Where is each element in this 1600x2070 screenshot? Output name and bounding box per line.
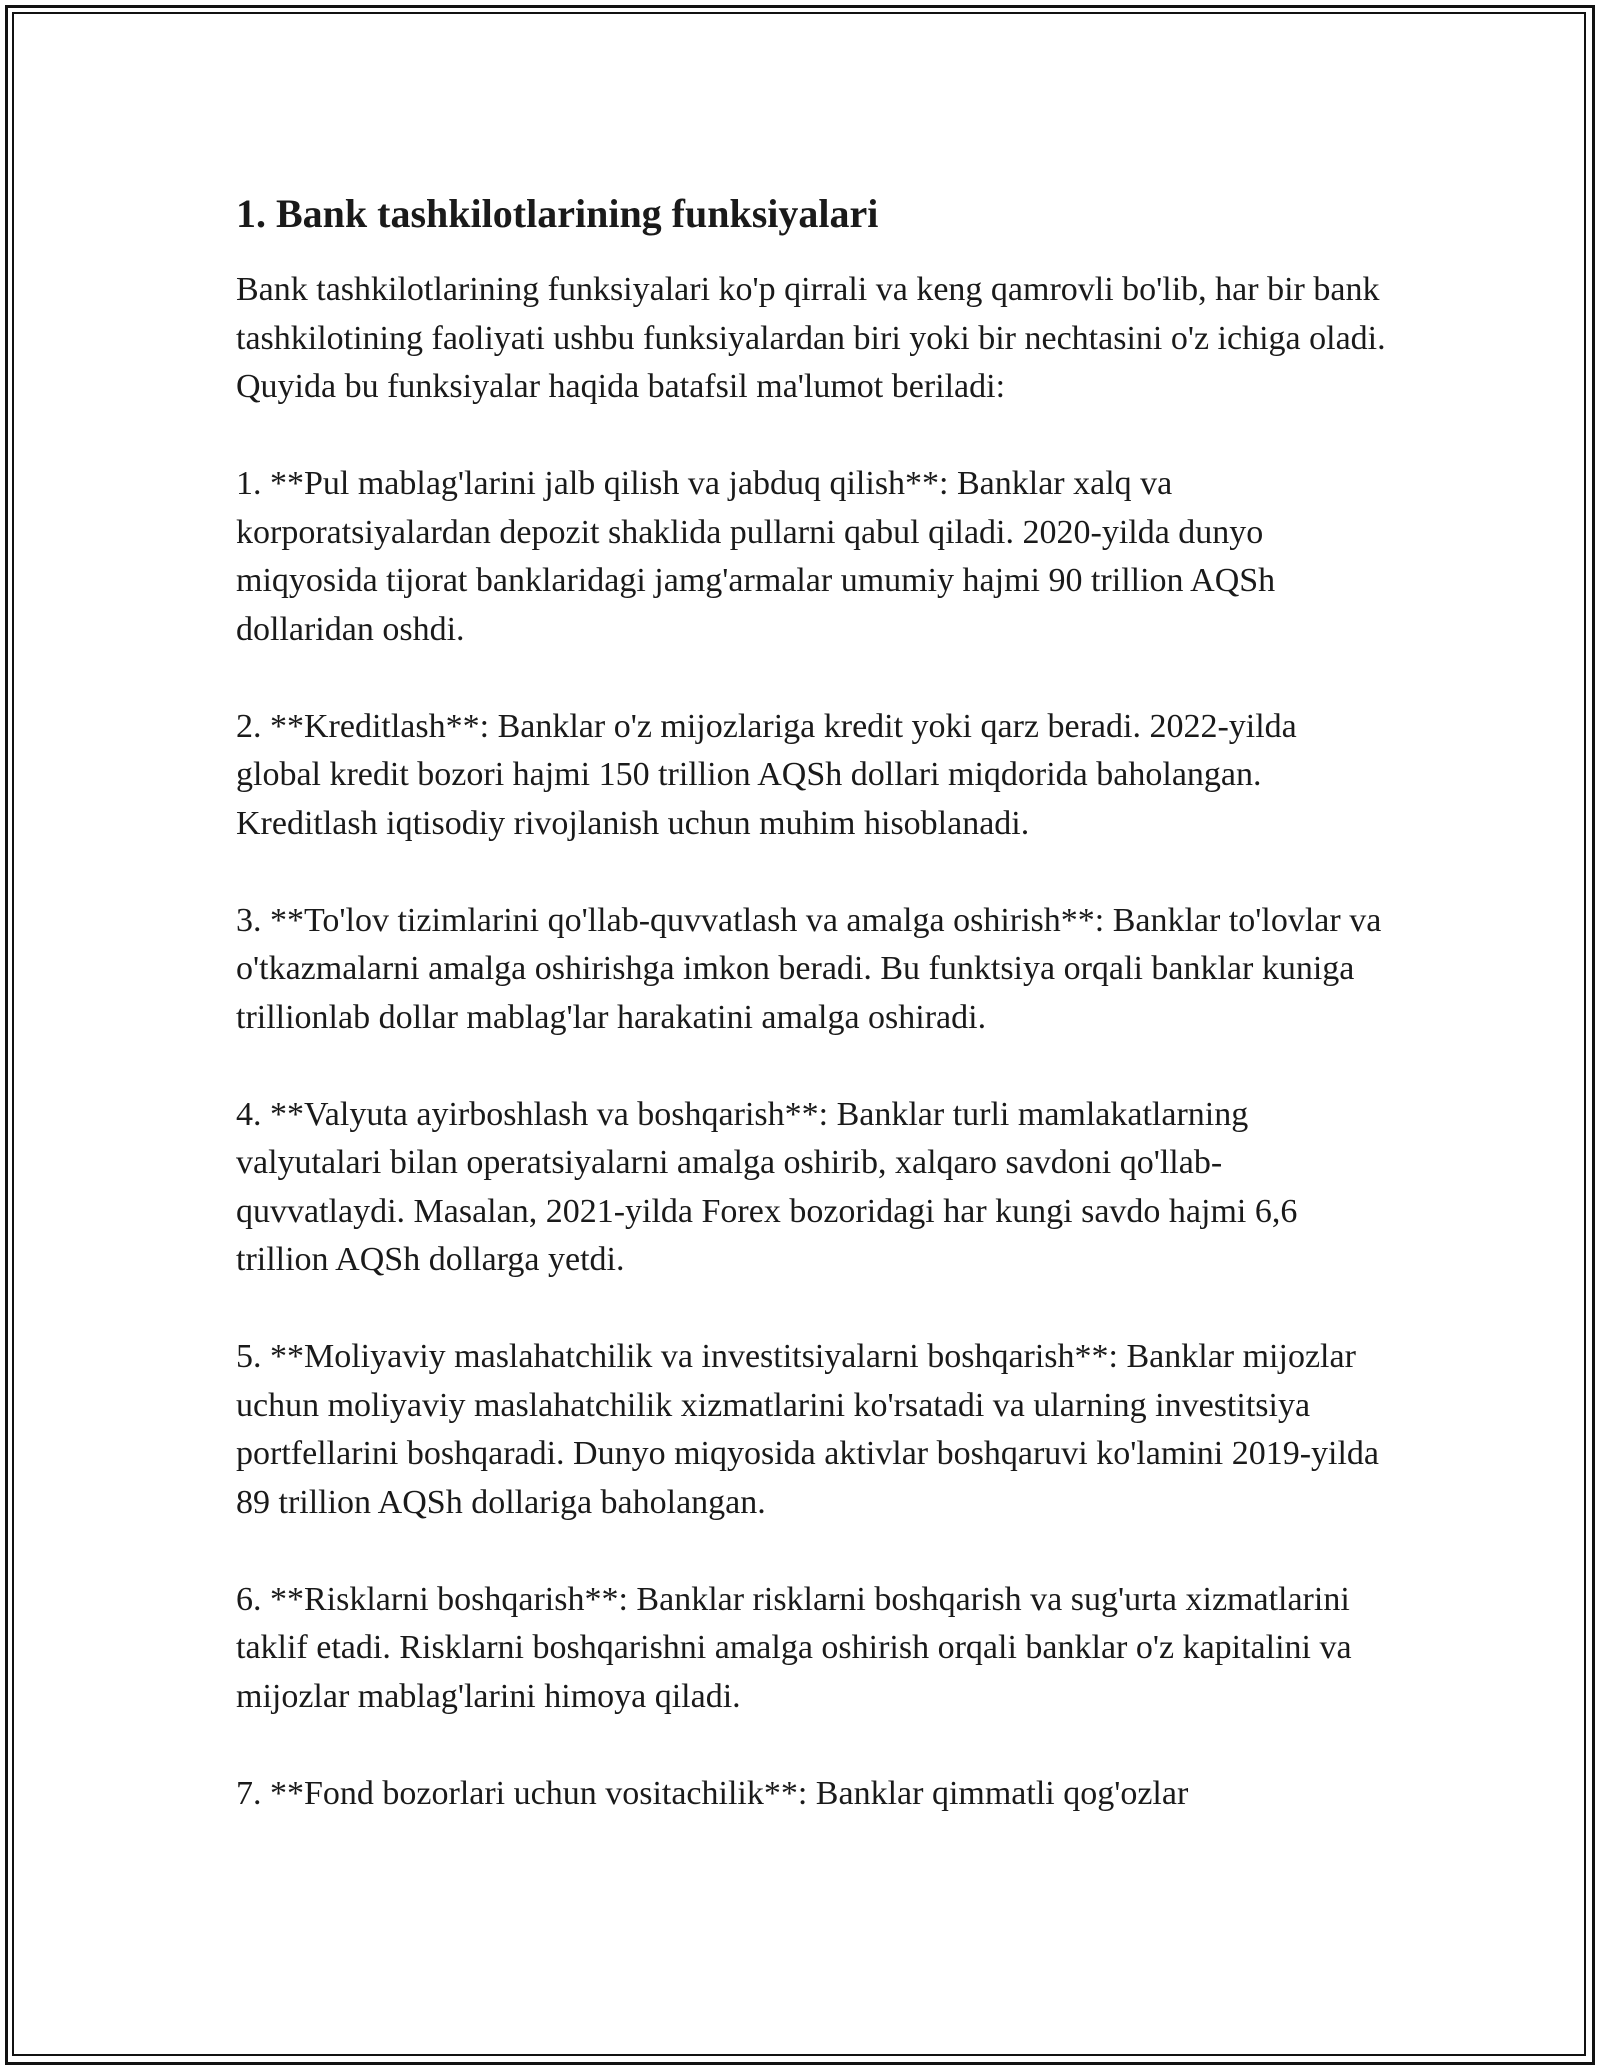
function-item-6: 6. **Risklarni boshqarish**: Banklar risklarni boshqarish va sug'urta xizmatlarini taklif etadi. Risklarni boshqarishni amalga oshirish orqali banklar o'z kapitalini va mijozlar mablag'larini himoya qiladi. (236, 1580, 1352, 1715)
intro-paragraph: Bank tashkilotlarining funksiyalari ko'p qirrali va keng qamrovli bo'lib, har bir bank tashkilotining faoliyati ushbu funksiyalardan biri yoki bir nechtasini o'z ichiga oladi. Quyida bu funksiyalar haqida batafsil ma'lumot beriladi: (236, 271, 1386, 405)
section-heading: 1. Bank tashkilotlarining funksiyalari (236, 191, 879, 236)
function-item-2: 2. **Kreditlash**: Banklar o'z mijozlariga kredit yoki qarz beradi. 2022-yilda global kredit bozori hajmi 150 trillion AQSh dollari miqdorida baholangan. Kreditlash iqtisodiy rivojlanish uchun muhim hisoblanadi. (236, 707, 1297, 842)
function-item-3: 3. **To'lov tizimlarini qo'llab-quvvatlash va amalga oshirish**: Banklar to'lovlar va o'tkazmalarni amalga oshirishga imkon beradi. Bu funktsiya orqali banklar kuniga trillionlab dollar mablag'lar harakatini amalga oshiradi. (236, 901, 1382, 1036)
document-body (236, 186, 1386, 1867)
function-item-4: 4. **Valyuta ayirboshlash va boshqarish**: Banklar turli mamlakatlarning valyutalari bilan operatsiyalarni amalga oshirib, xalqaro savdoni qo'llab-quvvatlaydi. Masalan, 2021-yilda Forex bozoridagi har kungi savdo hajmi 6,6 trillion AQSh dollarga yetdi. (236, 1095, 1298, 1278)
function-item-5: 5. **Moliyaviy maslahatchilik va investitsiyalarni boshqarish**: Banklar mijozlar uchun moliyaviy maslahatchilik xizmatlarini ko'rsatadi va ularning investitsiya portfellarini boshqaradi. Dunyo miqyosida aktivlar boshqaruvi ko'lamini 2019-yilda 89 trillion AQSh dollariga baholangan. (236, 1338, 1380, 1521)
function-item-1: 1. **Pul mablag'larini jalb qilish va jabduq qilish**: Banklar xalq va korporatsiyalardan depozit shaklida pullarni qabul qiladi. 2020-yilda dunyo miqyosida tijorat banklaridagi jamg'armalar umumiy hajmi 90 trillion AQSh dollaridan oshdi. (236, 465, 1276, 648)
function-item-7: 7. **Fond bozorlari uchun vositachilik**: Banklar qimmatli qog'ozlar (236, 1774, 1189, 1812)
